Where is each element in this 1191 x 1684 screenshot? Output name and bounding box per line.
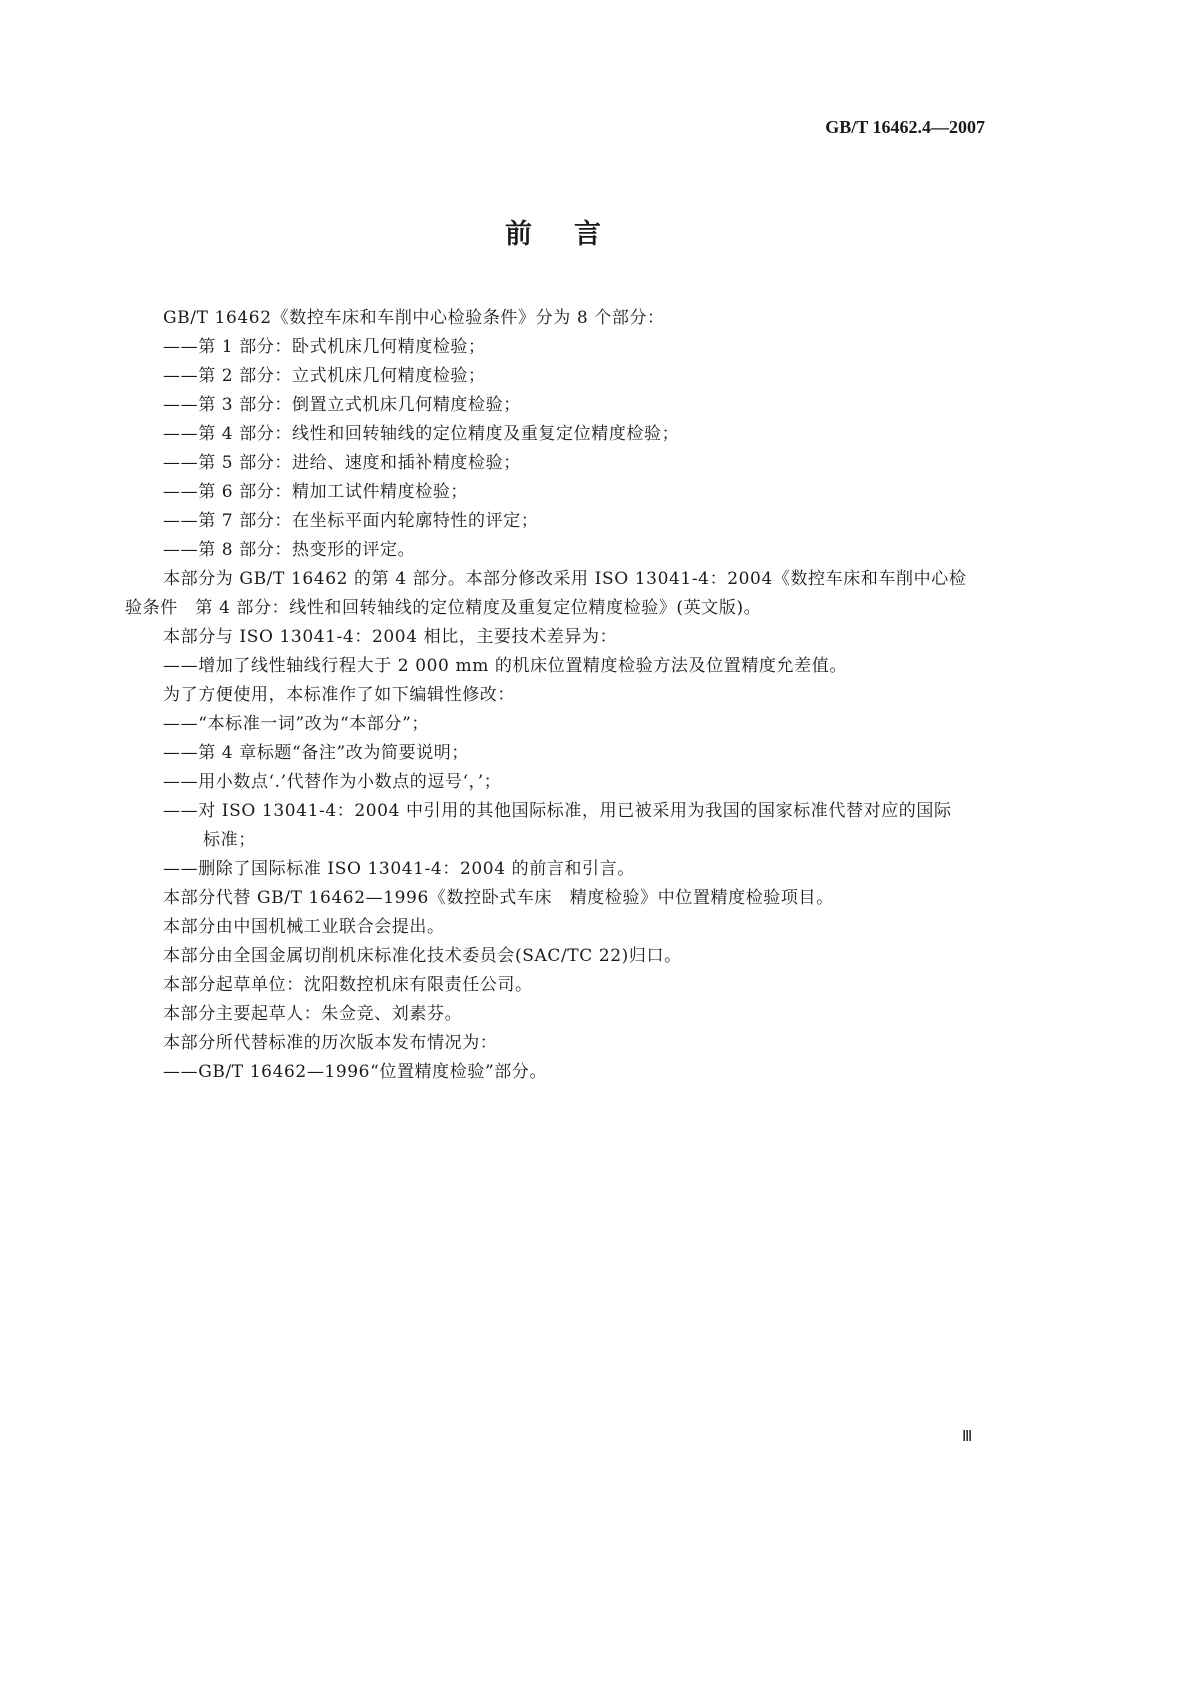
paragraph-line: 本部分起草单位：沈阳数控机床有限责任公司。 [163,975,533,995]
list-item: ——第 7 部分：在坐标平面内轮廓特性的评定； [163,511,539,531]
list-item: ——第 4 章标题“备注”改为简要说明； [163,743,470,763]
list-item: ——删除了国际标准 ISO 13041-4：2004 的前言和引言。 [163,859,635,879]
page-title: 前言 [505,219,643,250]
paragraph-line: 本部分与 ISO 13041-4：2004 相比，主要技术差异为： [163,627,618,647]
list-item: ——第 1 部分：卧式机床几何精度检验； [163,337,486,357]
list-item: ——“本标准一词”改为“本部分”； [163,714,429,734]
list-item: ——用小数点‘.’代替作为小数点的逗号‘，’； [163,772,502,792]
list-item: ——第 5 部分：进给、速度和插补精度检验； [163,453,521,473]
paragraph-line: 本部分代替 GB/T 16462—1996《数控卧式车床 精度检验》中位置精度检验项目。 [163,888,834,908]
paragraph-line: 为了方便使用，本标准作了如下编辑性修改： [163,685,515,705]
paragraph-line: 本部分所代替标准的历次版本发布情况为： [163,1033,498,1053]
list-item: ——第 3 部分：倒置立式机床几何精度检验； [163,395,521,415]
paragraph-line: 标准； [203,830,256,850]
list-item: ——第 8 部分：热变形的评定。 [163,540,416,560]
list-item: ——第 6 部分：精加工试件精度检验； [163,482,469,502]
page-number: Ⅲ [962,1429,973,1445]
document-body [125,304,987,1087]
list-item: ——第 4 部分：线性和回转轴线的定位精度及重复定位精度检验； [163,424,680,444]
paragraph-line: 本部分主要起草人：朱佥竞、刘素芬。 [163,1004,463,1024]
paragraph-line: 本部分由中国机械工业联合会提出。 [163,917,445,937]
list-item: ——GB/T 16462—1996“位置精度检验”部分。 [163,1062,548,1082]
standard-number: GB/T 16462.4—2007 [825,117,985,137]
list-item: ——对 ISO 13041-4：2004 中引用的其他国际标准，用已被采用为我国的国家标准代替对应的国际 [163,801,952,821]
paragraph-line: GB/T 16462《数控车床和车削中心检验条件》分为 8 个部分： [163,308,665,328]
paragraph-line: 本部分由全国金属切削机床标准化技术委员会(SAC/TC 22)归口。 [163,946,682,966]
paragraph-line: 本部分为 GB/T 16462 的第 4 部分。本部分修改采用 ISO 13041-4：2004《数控车床和车削中心检 [163,569,967,589]
list-item: ——增加了线性轴线行程大于 2 000 mm 的机床位置精度检验方法及位置精度允差值。 [163,656,847,676]
paragraph-line: 验条件 第 4 部分：线性和回转轴线的定位精度及重复定位精度检验》(英文版)。 [125,598,762,618]
list-item: ——第 2 部分：立式机床几何精度检验； [163,366,486,386]
